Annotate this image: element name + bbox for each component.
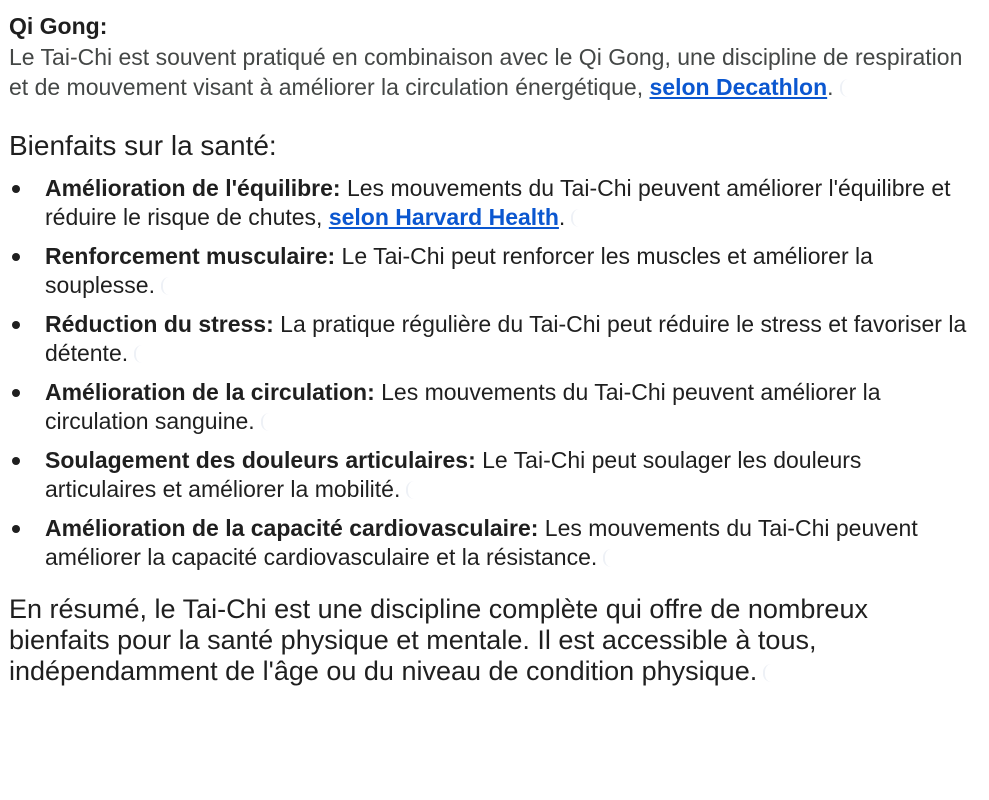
bullet-icon: [12, 253, 20, 261]
summary-paragraph: [9, 594, 977, 687]
qigong-text: Le Tai-Chi est souvent pratiqué en combinaison avec le Qi Gong, une discipline de respiration et de mouvement visant à améliorer la circulation énergétique,: [9, 44, 963, 100]
citation-chip-icon[interactable]: [261, 413, 273, 431]
qigong-paragraph: [9, 42, 977, 102]
list-item: [9, 174, 977, 232]
benefits-list: [9, 174, 977, 572]
citation-chip-icon[interactable]: [763, 664, 775, 682]
bullet-icon: [12, 457, 20, 465]
bullet-icon: [12, 185, 20, 193]
citation-chip-icon[interactable]: [134, 345, 146, 363]
benefit-end: .: [558, 204, 566, 230]
citation-chip-icon[interactable]: [571, 209, 583, 227]
benefit-label: Amélioration de l'équilibre:: [45, 175, 341, 201]
list-item: [9, 242, 977, 300]
benefit-text: Les mouvements du Tai-Chi peuvent améliorer la capacité cardiovasculaire et la résistance.: [45, 515, 918, 570]
bullet-icon: [12, 321, 20, 329]
benefit-text: Le Tai-Chi peut soulager les douleurs articulaires et améliorer la mobilité.: [45, 447, 862, 502]
citation-chip-icon[interactable]: [603, 549, 615, 567]
benefit-label: Renforcement musculaire:: [45, 243, 336, 269]
benefit-text: La pratique régulière du Tai-Chi peut réduire le stress et favoriser la détente.: [45, 311, 967, 366]
benefits-heading: Bienfaits sur la santé:: [9, 130, 277, 161]
list-item: [9, 514, 977, 572]
bullet-icon: [12, 389, 20, 397]
benefit-label: Amélioration de la capacité cardiovasculaire:: [45, 515, 539, 541]
qigong-end: .: [827, 74, 834, 100]
list-item: [9, 446, 977, 504]
qigong-title: Qi Gong:: [9, 13, 108, 39]
benefit-text: Les mouvements du Tai-Chi peuvent améliorer la circulation sanguine.: [45, 379, 881, 434]
citation-chip-icon[interactable]: [161, 277, 173, 295]
list-item: [9, 310, 977, 368]
summary-text: En résumé, le Tai-Chi est une discipline complète qui offre de nombreux bienfaits pour la santé physique et mentale. Il est accessible à tous, indépendamment de l'âge ou du niveau de condition physique.: [9, 594, 868, 686]
citation-chip-icon[interactable]: [406, 481, 418, 499]
benefit-label: Soulagement des douleurs articulaires:: [45, 447, 476, 473]
benefit-label: Réduction du stress:: [45, 311, 274, 337]
benefit-label: Amélioration de la circulation:: [45, 379, 375, 405]
citation-chip-icon[interactable]: [840, 79, 852, 97]
decathlon-source-link[interactable]: selon Decathlon: [649, 74, 828, 100]
harvard-health-source-link[interactable]: selon Harvard Health: [328, 204, 559, 230]
benefit-text: Le Tai-Chi peut renforcer les muscles et améliorer la souplesse.: [45, 243, 873, 298]
list-item: [9, 378, 977, 436]
benefit-text: Les mouvements du Tai-Chi peuvent améliorer l'équilibre et réduire le risque de chutes,: [45, 175, 951, 230]
bullet-icon: [12, 525, 20, 533]
